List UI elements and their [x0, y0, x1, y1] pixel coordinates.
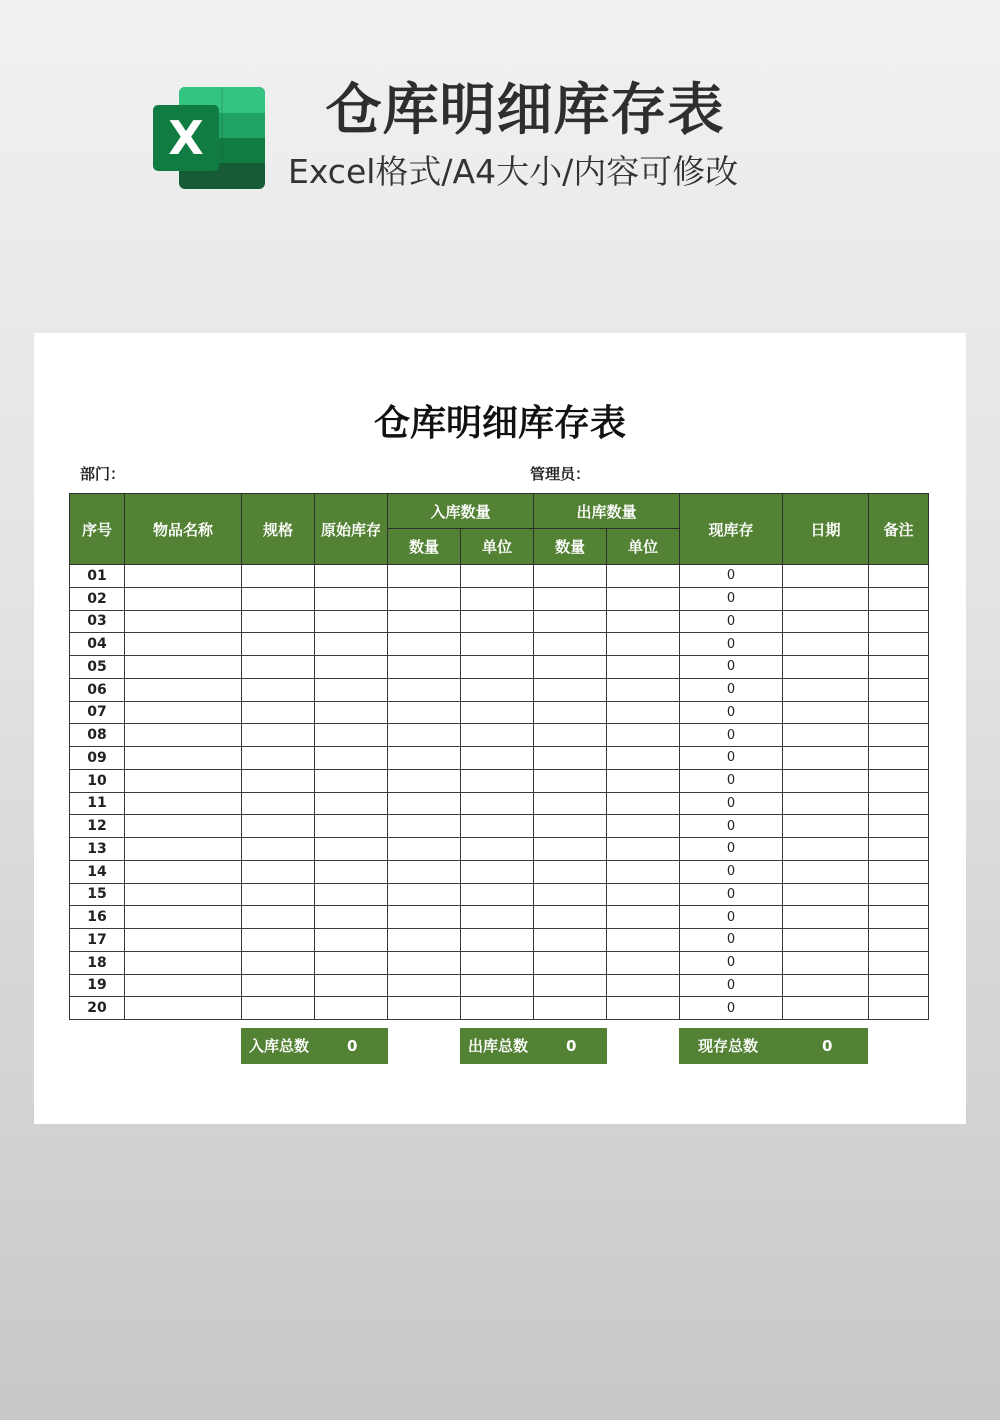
cell-spec[interactable]: [242, 769, 315, 792]
cell-inbound-qty[interactable]: [388, 587, 461, 610]
cell-remarks[interactable]: [869, 792, 929, 815]
cell-outbound-qty[interactable]: [534, 633, 607, 656]
cell-item-name[interactable]: [125, 747, 242, 770]
cell-item-name[interactable]: [125, 656, 242, 679]
cell-remarks[interactable]: [869, 678, 929, 701]
cell-spec[interactable]: [242, 838, 315, 861]
cell-inbound-unit[interactable]: [461, 792, 534, 815]
cell-outbound-qty[interactable]: [534, 678, 607, 701]
sheet-title: 仓库明细库存表: [373, 403, 626, 444]
cell-outbound-qty[interactable]: [534, 747, 607, 770]
cell-current-stock: 0: [680, 883, 783, 906]
cell-outbound-unit[interactable]: [607, 565, 680, 588]
cell-outbound-unit[interactable]: [607, 860, 680, 883]
cell-spec[interactable]: [242, 883, 315, 906]
header-inbound-unit: 单位: [461, 529, 534, 565]
row-seq: 08: [70, 724, 125, 747]
cell-remarks[interactable]: [869, 838, 929, 861]
cell-inbound-unit[interactable]: [461, 838, 534, 861]
cell-inbound-qty[interactable]: [388, 929, 461, 952]
cell-inbound-unit[interactable]: [461, 815, 534, 838]
cell-item-name[interactable]: [125, 678, 242, 701]
header-spec: 规格: [242, 494, 315, 565]
cell-outbound-unit[interactable]: [607, 610, 680, 633]
cell-inbound-unit[interactable]: [461, 656, 534, 679]
stock-total-value: 0: [822, 1037, 833, 1055]
cell-outbound-qty[interactable]: [534, 929, 607, 952]
excel-logo-icon: [153, 87, 265, 189]
cell-outbound-unit[interactable]: [607, 838, 680, 861]
cell-remarks[interactable]: [869, 656, 929, 679]
row-seq: 18: [70, 951, 125, 974]
cell-spec[interactable]: [242, 610, 315, 633]
cell-date[interactable]: [783, 883, 869, 906]
cell-current-stock: 0: [680, 838, 783, 861]
cell-original-stock[interactable]: [315, 792, 388, 815]
cell-item-name[interactable]: [125, 929, 242, 952]
cell-date[interactable]: [783, 565, 869, 588]
cell-inbound-qty[interactable]: [388, 565, 461, 588]
inbound-total-box: [241, 1028, 388, 1064]
table-row: [70, 974, 929, 997]
promo-banner: [0, 0, 1000, 240]
cell-remarks[interactable]: [869, 747, 929, 770]
row-seq: 07: [70, 701, 125, 724]
cell-item-name[interactable]: [125, 815, 242, 838]
cell-outbound-qty[interactable]: [534, 883, 607, 906]
cell-outbound-unit[interactable]: [607, 951, 680, 974]
cell-original-stock[interactable]: [315, 951, 388, 974]
header-remarks: 备注: [869, 494, 929, 565]
cell-original-stock[interactable]: [315, 883, 388, 906]
row-seq: 04: [70, 633, 125, 656]
cell-outbound-unit[interactable]: [607, 633, 680, 656]
cell-item-name[interactable]: [125, 587, 242, 610]
cell-item-name[interactable]: [125, 610, 242, 633]
header-inbound-qty: 数量: [388, 529, 461, 565]
cell-outbound-qty[interactable]: [534, 974, 607, 997]
cell-date[interactable]: [783, 724, 869, 747]
cell-original-stock[interactable]: [315, 565, 388, 588]
stock-total-label: 现存总数: [698, 1037, 759, 1055]
cell-current-stock: 0: [680, 565, 783, 588]
cell-inbound-unit[interactable]: [461, 678, 534, 701]
cell-current-stock: 0: [680, 633, 783, 656]
cell-spec[interactable]: [242, 678, 315, 701]
cell-current-stock: 0: [680, 701, 783, 724]
cell-spec[interactable]: [242, 860, 315, 883]
cell-item-name[interactable]: [125, 724, 242, 747]
cell-spec[interactable]: [242, 633, 315, 656]
row-seq: 11: [70, 792, 125, 815]
cell-inbound-unit[interactable]: [461, 860, 534, 883]
cell-remarks[interactable]: [869, 587, 929, 610]
cell-spec[interactable]: [242, 724, 315, 747]
cell-inbound-unit[interactable]: [461, 701, 534, 724]
cell-outbound-qty[interactable]: [534, 656, 607, 679]
cell-inbound-qty[interactable]: [388, 701, 461, 724]
cell-outbound-qty[interactable]: [534, 951, 607, 974]
cell-inbound-unit[interactable]: [461, 929, 534, 952]
cell-item-name[interactable]: [125, 997, 242, 1020]
cell-original-stock[interactable]: [315, 678, 388, 701]
cell-inbound-unit[interactable]: [461, 633, 534, 656]
cell-current-stock: 0: [680, 792, 783, 815]
table-row: [70, 769, 929, 792]
cell-inbound-unit[interactable]: [461, 610, 534, 633]
table-row: [70, 951, 929, 974]
cell-current-stock: 0: [680, 974, 783, 997]
cell-inbound-unit[interactable]: [461, 883, 534, 906]
cell-outbound-qty[interactable]: [534, 610, 607, 633]
row-seq: 02: [70, 587, 125, 610]
row-seq: 03: [70, 610, 125, 633]
cell-date[interactable]: [783, 974, 869, 997]
cell-date[interactable]: [783, 929, 869, 952]
cell-outbound-unit[interactable]: [607, 701, 680, 724]
row-seq: 15: [70, 883, 125, 906]
header-current-stock: 现库存: [680, 494, 783, 565]
outbound-total-value: 0: [566, 1037, 577, 1055]
cell-outbound-unit[interactable]: [607, 792, 680, 815]
cell-current-stock: 0: [680, 815, 783, 838]
cell-spec[interactable]: [242, 951, 315, 974]
cell-outbound-unit[interactable]: [607, 974, 680, 997]
cell-current-stock: 0: [680, 951, 783, 974]
cell-outbound-unit[interactable]: [607, 678, 680, 701]
cell-inbound-qty[interactable]: [388, 883, 461, 906]
cell-remarks[interactable]: [869, 906, 929, 929]
cell-remarks[interactable]: [869, 860, 929, 883]
header-outbound-qty: 数量: [534, 529, 607, 565]
cell-current-stock: 0: [680, 860, 783, 883]
cell-inbound-qty[interactable]: [388, 656, 461, 679]
cell-date[interactable]: [783, 610, 869, 633]
outbound-total-box: [460, 1028, 607, 1064]
table-row: [70, 883, 929, 906]
cell-current-stock: 0: [680, 678, 783, 701]
cell-date[interactable]: [783, 815, 869, 838]
cell-item-name[interactable]: [125, 769, 242, 792]
cell-inbound-qty[interactable]: [388, 838, 461, 861]
cell-original-stock[interactable]: [315, 906, 388, 929]
header-seq: 序号: [70, 494, 125, 565]
cell-remarks[interactable]: [869, 633, 929, 656]
cell-date[interactable]: [783, 860, 869, 883]
cell-date[interactable]: [783, 656, 869, 679]
row-seq: 01: [70, 565, 125, 588]
cell-outbound-qty[interactable]: [534, 724, 607, 747]
cell-item-name[interactable]: [125, 633, 242, 656]
header-original-stock: 原始库存: [315, 494, 388, 565]
cell-remarks[interactable]: [869, 883, 929, 906]
cell-original-stock[interactable]: [315, 974, 388, 997]
cell-date[interactable]: [783, 769, 869, 792]
cell-outbound-qty[interactable]: [534, 838, 607, 861]
cell-original-stock[interactable]: [315, 997, 388, 1020]
manager-label: 管理员：: [530, 465, 591, 483]
department-label: 部门：: [80, 465, 126, 483]
cell-outbound-unit[interactable]: [607, 769, 680, 792]
cell-remarks[interactable]: [869, 929, 929, 952]
cell-inbound-unit[interactable]: [461, 747, 534, 770]
cell-inbound-unit[interactable]: [461, 974, 534, 997]
cell-spec[interactable]: [242, 747, 315, 770]
cell-outbound-qty[interactable]: [534, 906, 607, 929]
cell-remarks[interactable]: [869, 951, 929, 974]
row-seq: 05: [70, 656, 125, 679]
cell-original-stock[interactable]: [315, 633, 388, 656]
header-date: 日期: [783, 494, 869, 565]
cell-inbound-qty[interactable]: [388, 678, 461, 701]
cell-outbound-qty[interactable]: [534, 769, 607, 792]
spreadsheet-page: [34, 333, 966, 1124]
cell-inbound-qty[interactable]: [388, 633, 461, 656]
cell-date[interactable]: [783, 792, 869, 815]
cell-inbound-qty[interactable]: [388, 860, 461, 883]
cell-inbound-qty[interactable]: [388, 747, 461, 770]
cell-outbound-unit[interactable]: [607, 656, 680, 679]
table-row: [70, 724, 929, 747]
cell-original-stock[interactable]: [315, 610, 388, 633]
cell-current-stock: 0: [680, 724, 783, 747]
cell-item-name[interactable]: [125, 906, 242, 929]
cell-outbound-unit[interactable]: [607, 815, 680, 838]
cell-current-stock: 0: [680, 769, 783, 792]
cell-remarks[interactable]: [869, 565, 929, 588]
cell-date[interactable]: [783, 678, 869, 701]
outbound-total-label: 出库总数: [468, 1037, 529, 1055]
cell-original-stock[interactable]: [315, 724, 388, 747]
row-seq: 10: [70, 769, 125, 792]
cell-original-stock[interactable]: [315, 769, 388, 792]
cell-spec[interactable]: [242, 792, 315, 815]
cell-current-stock: 0: [680, 929, 783, 952]
cell-item-name[interactable]: [125, 838, 242, 861]
excel-logo-letter: X: [168, 111, 204, 165]
cell-original-stock[interactable]: [315, 587, 388, 610]
row-seq: 09: [70, 747, 125, 770]
cell-outbound-qty[interactable]: [534, 792, 607, 815]
cell-item-name[interactable]: [125, 951, 242, 974]
cell-spec[interactable]: [242, 587, 315, 610]
cell-spec[interactable]: [242, 701, 315, 724]
cell-spec[interactable]: [242, 974, 315, 997]
cell-inbound-qty[interactable]: [388, 974, 461, 997]
row-seq: 14: [70, 860, 125, 883]
cell-outbound-unit[interactable]: [607, 724, 680, 747]
cell-inbound-qty[interactable]: [388, 906, 461, 929]
cell-current-stock: 0: [680, 747, 783, 770]
table-row: [70, 906, 929, 929]
cell-item-name[interactable]: [125, 860, 242, 883]
banner-subtitle: Excel格式/A4大小/内容可修改: [288, 152, 739, 191]
cell-current-stock: 0: [680, 610, 783, 633]
table-row: [70, 610, 929, 633]
cell-original-stock[interactable]: [315, 701, 388, 724]
table-row: [70, 792, 929, 815]
cell-outbound-unit[interactable]: [607, 747, 680, 770]
table-row: [70, 656, 929, 679]
cell-original-stock[interactable]: [315, 838, 388, 861]
banner-title: 仓库明细库存表: [325, 78, 725, 143]
cell-spec[interactable]: [242, 565, 315, 588]
inbound-total-value: 0: [347, 1037, 358, 1055]
cell-inbound-unit[interactable]: [461, 997, 534, 1020]
cell-inbound-qty[interactable]: [388, 997, 461, 1020]
cell-original-stock[interactable]: [315, 656, 388, 679]
cell-inbound-qty[interactable]: [388, 792, 461, 815]
cell-inbound-unit[interactable]: [461, 724, 534, 747]
cell-inbound-qty[interactable]: [388, 769, 461, 792]
cell-outbound-qty[interactable]: [534, 997, 607, 1020]
cell-date[interactable]: [783, 951, 869, 974]
stock-total-box: [679, 1028, 868, 1064]
cell-outbound-qty[interactable]: [534, 587, 607, 610]
table-row: [70, 587, 929, 610]
table-row: [70, 997, 929, 1020]
header-inbound: 入库数量: [388, 494, 534, 529]
table-row: [70, 838, 929, 861]
cell-inbound-qty[interactable]: [388, 951, 461, 974]
cell-outbound-qty[interactable]: [534, 565, 607, 588]
row-seq: 13: [70, 838, 125, 861]
cell-original-stock[interactable]: [315, 815, 388, 838]
cell-item-name[interactable]: [125, 701, 242, 724]
cell-outbound-qty[interactable]: [534, 860, 607, 883]
cell-item-name[interactable]: [125, 974, 242, 997]
cell-outbound-unit[interactable]: [607, 997, 680, 1020]
cell-date[interactable]: [783, 701, 869, 724]
cell-spec[interactable]: [242, 815, 315, 838]
table-row: [70, 701, 929, 724]
cell-inbound-unit[interactable]: [461, 906, 534, 929]
cell-date[interactable]: [783, 633, 869, 656]
cell-remarks[interactable]: [869, 769, 929, 792]
cell-outbound-qty[interactable]: [534, 815, 607, 838]
cell-original-stock[interactable]: [315, 747, 388, 770]
cell-remarks[interactable]: [869, 974, 929, 997]
cell-remarks[interactable]: [869, 997, 929, 1020]
cell-inbound-qty[interactable]: [388, 610, 461, 633]
cell-date[interactable]: [783, 747, 869, 770]
table-row: [70, 747, 929, 770]
cell-date[interactable]: [783, 997, 869, 1020]
cell-inbound-unit[interactable]: [461, 769, 534, 792]
header-outbound: 出库数量: [534, 494, 680, 529]
cell-original-stock[interactable]: [315, 929, 388, 952]
cell-remarks[interactable]: [869, 701, 929, 724]
cell-spec[interactable]: [242, 906, 315, 929]
cell-remarks[interactable]: [869, 610, 929, 633]
cell-spec[interactable]: [242, 656, 315, 679]
cell-spec[interactable]: [242, 997, 315, 1020]
table-row: [70, 633, 929, 656]
row-seq: 12: [70, 815, 125, 838]
table-row: [70, 860, 929, 883]
row-seq: 17: [70, 929, 125, 952]
cell-current-stock: 0: [680, 656, 783, 679]
cell-remarks[interactable]: [869, 815, 929, 838]
cell-original-stock[interactable]: [315, 860, 388, 883]
cell-inbound-qty[interactable]: [388, 724, 461, 747]
cell-date[interactable]: [783, 906, 869, 929]
table-row: [70, 678, 929, 701]
row-seq: 16: [70, 906, 125, 929]
cell-inbound-unit[interactable]: [461, 565, 534, 588]
table-row: [70, 929, 929, 952]
cell-current-stock: 0: [680, 906, 783, 929]
cell-date[interactable]: [783, 838, 869, 861]
cell-outbound-unit[interactable]: [607, 929, 680, 952]
inbound-total-label: 入库总数: [249, 1037, 310, 1055]
table-row: [70, 565, 929, 588]
inventory-table: [69, 493, 929, 1020]
header-item-name: 物品名称: [125, 494, 242, 565]
cell-outbound-unit[interactable]: [607, 906, 680, 929]
cell-inbound-unit[interactable]: [461, 587, 534, 610]
cell-outbound-unit[interactable]: [607, 587, 680, 610]
cell-current-stock: 0: [680, 997, 783, 1020]
cell-current-stock: 0: [680, 587, 783, 610]
table-row: [70, 815, 929, 838]
header-outbound-unit: 单位: [607, 529, 680, 565]
row-seq: 19: [70, 974, 125, 997]
cell-remarks[interactable]: [869, 724, 929, 747]
cell-date[interactable]: [783, 587, 869, 610]
cell-inbound-qty[interactable]: [388, 815, 461, 838]
cell-inbound-unit[interactable]: [461, 951, 534, 974]
cell-item-name[interactable]: [125, 565, 242, 588]
cell-item-name[interactable]: [125, 792, 242, 815]
row-seq: 06: [70, 678, 125, 701]
cell-spec[interactable]: [242, 929, 315, 952]
cell-outbound-qty[interactable]: [534, 701, 607, 724]
row-seq: 20: [70, 997, 125, 1020]
cell-outbound-unit[interactable]: [607, 883, 680, 906]
cell-item-name[interactable]: [125, 883, 242, 906]
